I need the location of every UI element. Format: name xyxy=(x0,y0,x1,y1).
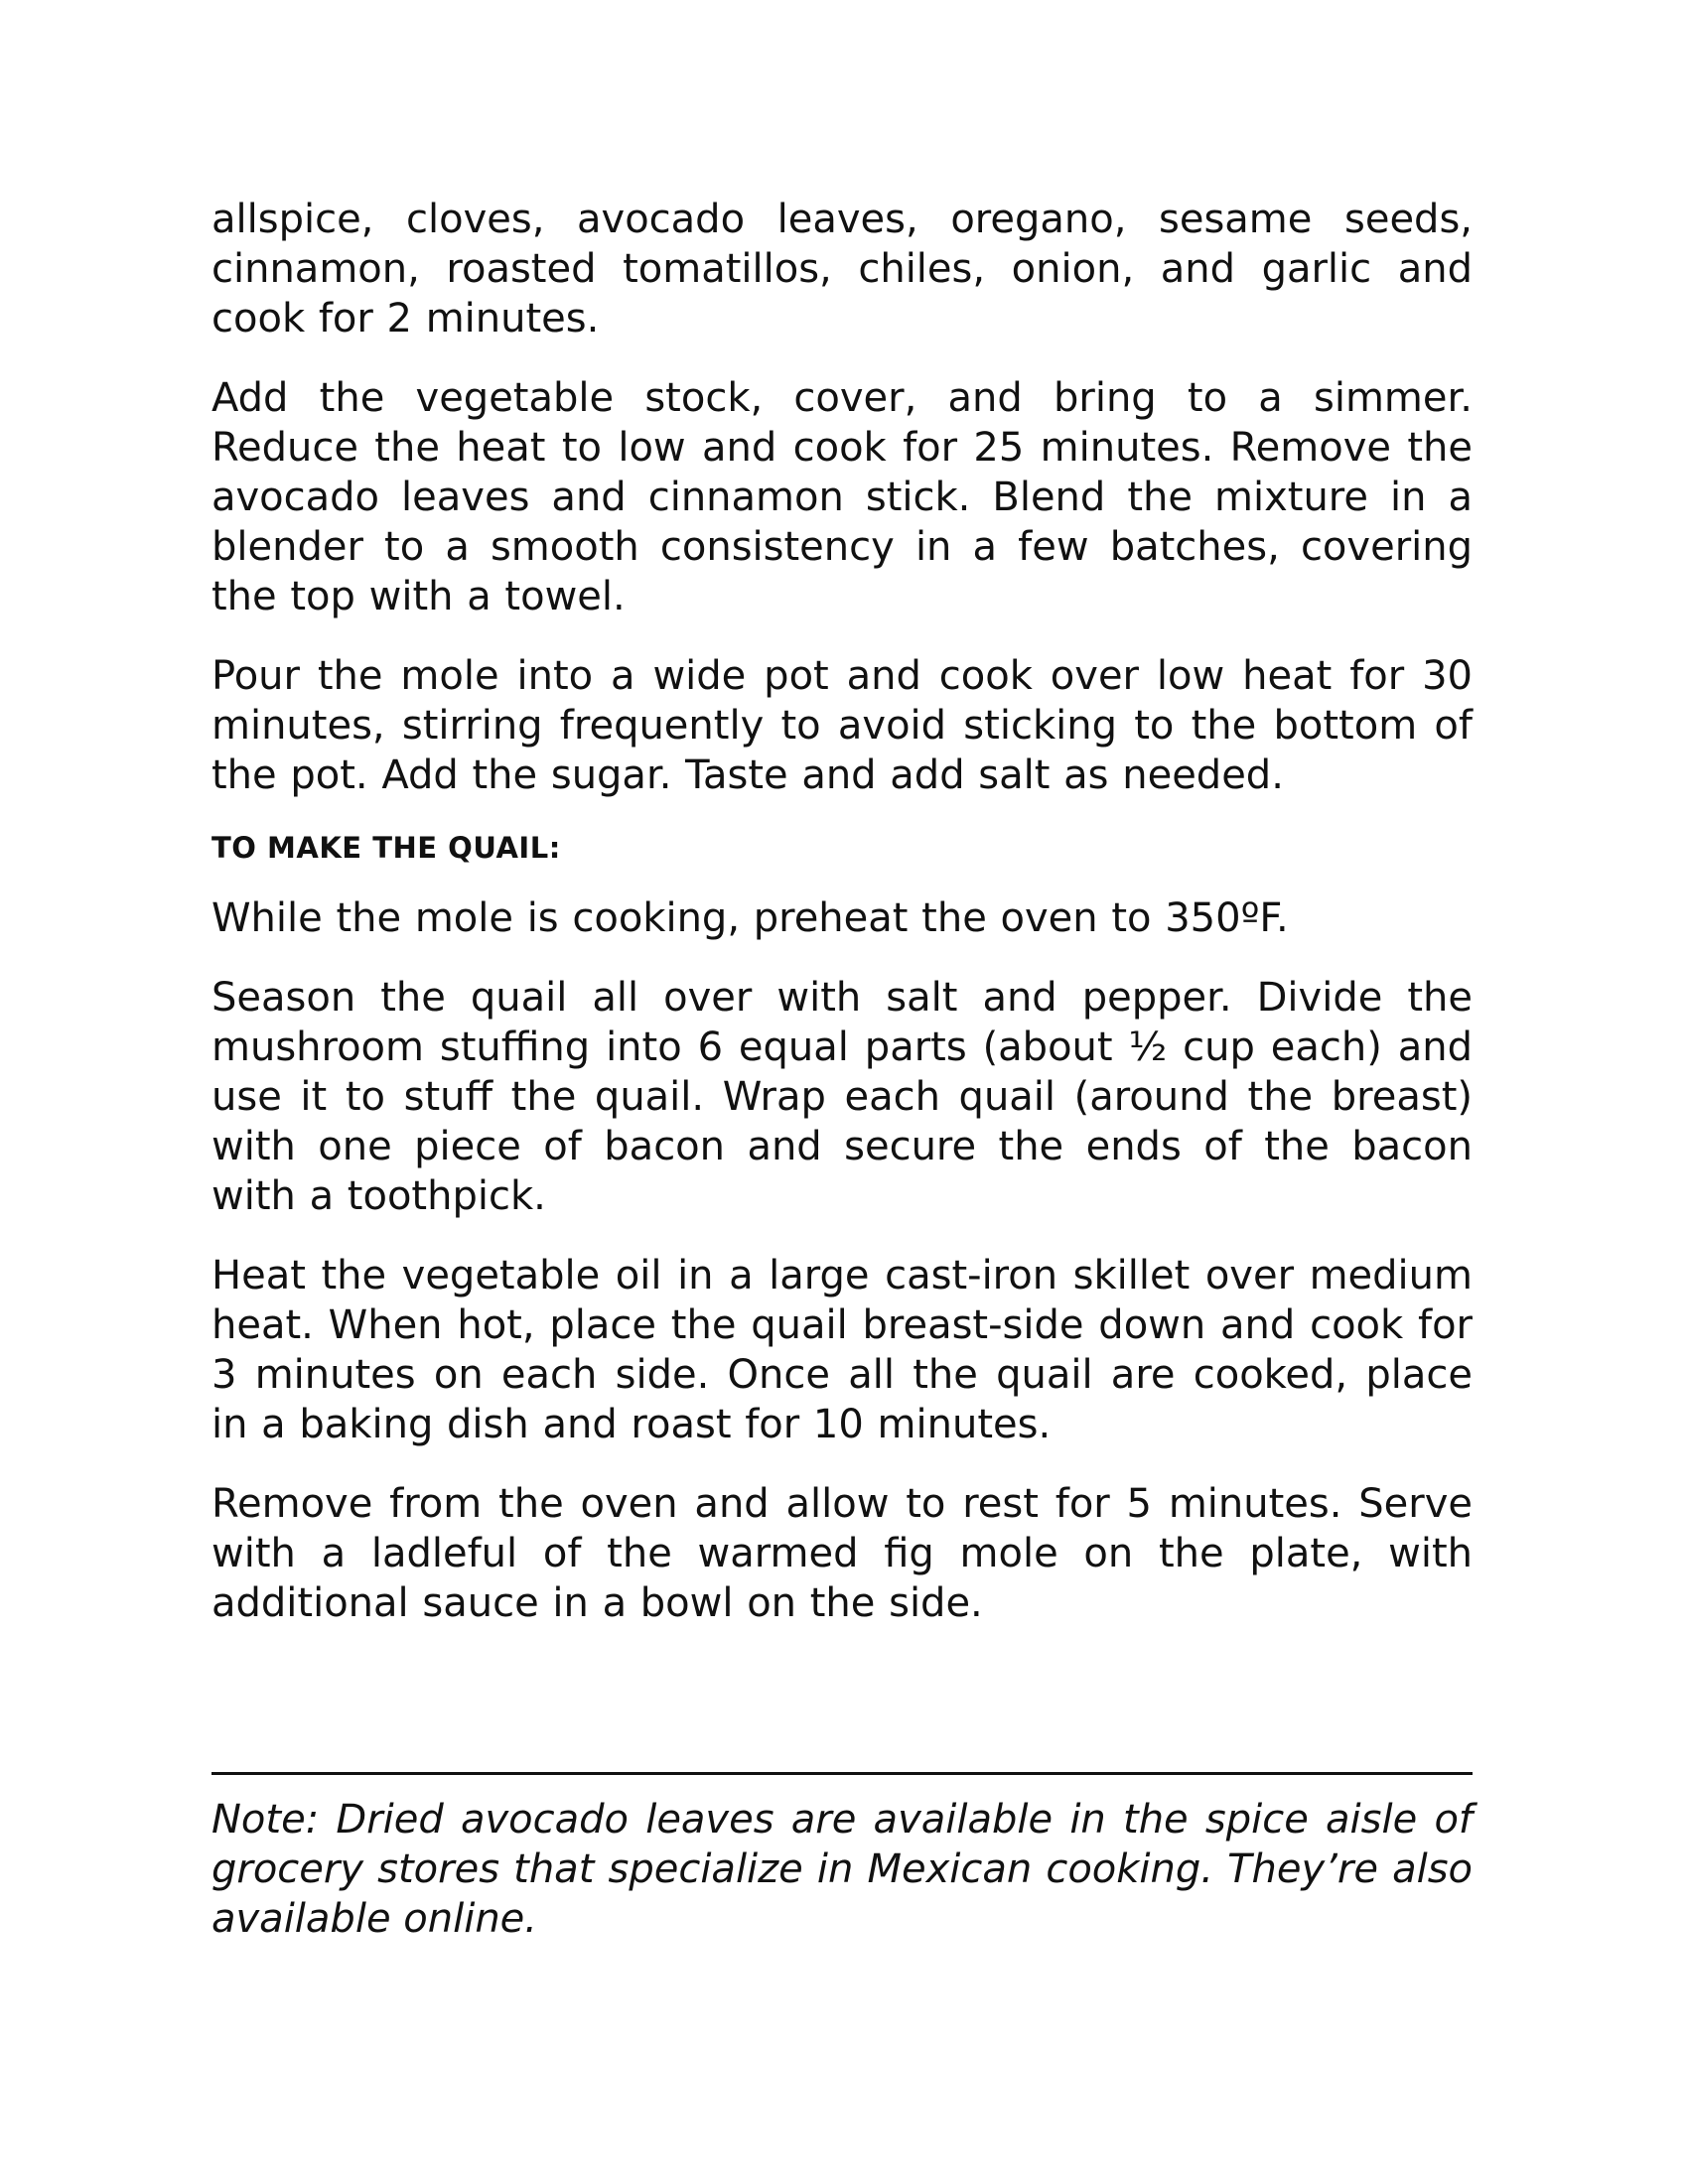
footnote-text: Note: Dried avocado leaves are available in the spice aisle of grocery stores that specialize in Mexican cooking. They’re also available online. xyxy=(211,1797,1473,1942)
section-heading-quail: TO MAKE THE QUAIL: xyxy=(211,831,561,865)
recipe-body xyxy=(211,195,1473,1658)
paragraph-cook-mole: Pour the mole into a wide pot and cook over low heat for 30 minutes, stirring frequently to avoid sticking to the bottom of the pot. Add the sugar. Taste and add salt as needed. xyxy=(211,653,1473,798)
paragraph-stuff-quail: Season the quail all over with salt and pepper. Divide the mushroom stuffing into 6 equal parts (about ½ cup each) and use it to stuff the quail. Wrap each quail (around the breast) with one piece of bacon and secure the ends of the bacon with a toothpick. xyxy=(211,975,1473,1219)
paragraph-preheat-oven: While the mole is cooking, preheat the oven to 350ºF. xyxy=(211,895,1289,941)
paragraph-mole-spices: allspice, cloves, avocado leaves, oregano, sesame seeds, cinnamon, roasted tomatillos, chiles, onion, and garlic and cook for 2 minutes. xyxy=(211,197,1473,341)
footnote-divider xyxy=(211,1772,1473,1775)
paragraph-simmer-blend: Add the vegetable stock, cover, and bring to a simmer. Reduce the heat to low and cook for 25 minutes. Remove the avocado leaves and cinnamon stick. Blend the mixture in a blender to a smooth consistency in a few batches, covering the top with a towel. xyxy=(211,375,1473,619)
paragraph-rest-serve: Remove from the oven and allow to rest for 5 minutes. Serve with a ladleful of the warmed fig mole on the plate, with additional sauce in a bowl on the side. xyxy=(211,1481,1473,1626)
paragraph-sear-roast: Heat the vegetable oil in a large cast-iron skillet over medium heat. When hot, place the quail breast-side down and cook for 3 minutes on each side. Once all the quail are cooked, place in a baking dish and roast for 10 minutes. xyxy=(211,1253,1473,1447)
